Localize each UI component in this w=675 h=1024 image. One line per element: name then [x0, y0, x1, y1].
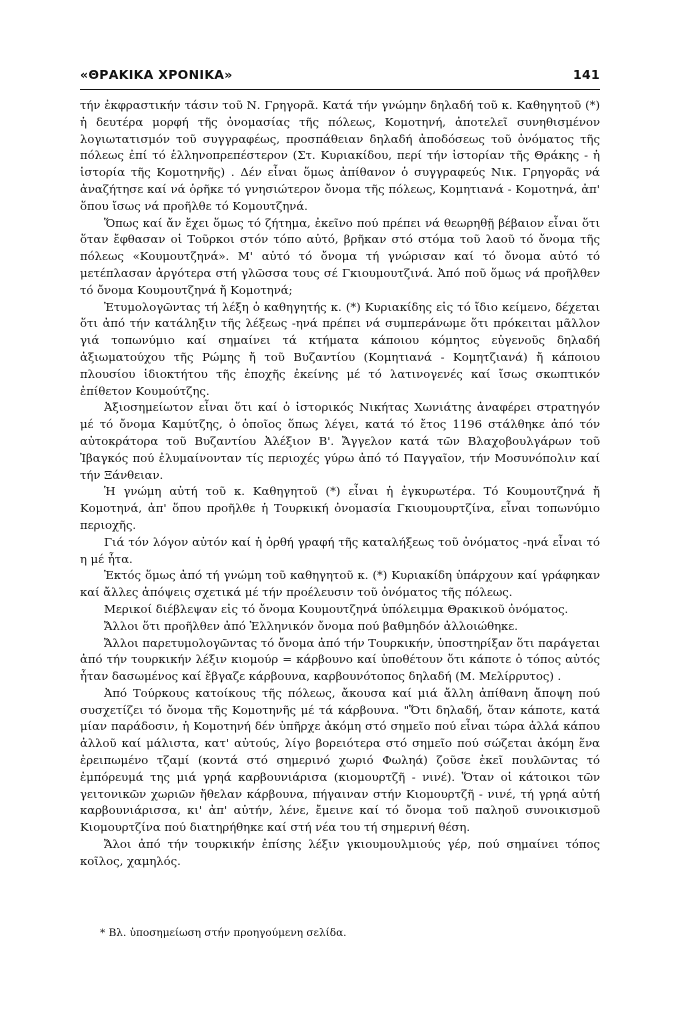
paragraph: Ἡ γνώμη αὐτή τοῦ κ. Καθηγητοῦ (*) εἶναι ἡ ἐγκυρωτέρα. Τό Κουμουτζηνά ἤ Κομοτηνά, ἀπ' ὅπου προῆλθε ἡ Τουρκική ὀνομασία Γκιουμουρτζίνα, εἶναι τοπωνύμιο περιοχῆς. [80, 484, 600, 532]
header-rule [80, 89, 600, 90]
paragraph: Ἀπό Τούρκους κατοίκους τῆς πόλεως, ἄκουσα καί μιά ἄλλη ἀπίθανη ἄποψη πού συσχετίζει τό ὄνομα τῆς Κομοτηνῆς μέ τά κάρβουνα. "Ὅτι δηλαδή, ὅταν κάποτε, κατά μίαν παράδοσιν, ἡ Κομοτηνή δέν ὑπῆρχε ἀκόμη στό σημεῖο πού εἶναι τώρα ἀλλά κάπου ἀλλοῦ καί μάλιστα, κατ' αὐτούς, λίγο βορειότερα στό σημεῖο πού σώζεται ἀκόμη ἕνα ἐρειπωμένο τζαμί (κοντά στό σημερινό χωριό Φωληά) ζοῦσε ἐκεῖ πουλῶντας τό ἐμπόρευμά της μιά γρηά καρβουνιάρισα (κιομουρτζῆ - νινέ). Ὅταν οἱ κάτοικοι τῶν γειτονικῶν χωριῶν ἤθελαν κάρβουνα, πήγαιναν στήν Κιομουρτζῆ - νινέ, τή γρηά αὐτή καρβουνιάρισσα, κι' ἀπ' αὐτήν, λένε, ἔμεινε καί τό ὄνομα τοῦ παληοῦ συνοικισμοῦ Κιομουρτζίνα πού διατηρήθηκε καί στή νέα του τή σημερινή θέση. [80, 685, 600, 835]
paragraph: τήν ἐκφραστικήν τάσιν τοῦ Ν. Γρηγορᾶ. Κατά τήν γνώμην δηλαδή τοῦ κ. Καθηγητοῦ (*) ἡ δευτέρα μορφή τῆς ὀνομασίας τῆς πόλεως, Κομοτηνή, ἀποτελεῖ συνηθισμένον λογιωτατισμόν τοῦ συγγραφέως, προσπάθειαν δηλαδή ἀποδόσεως τοῦ ὀνόματος τῆς πόλεως ἐπί τό ἑλληνοπρεπέστερον (Στ. Κυριακίδου, περί τήν ἱστορίαν τῆς Θράκης - ἡ ἱστορία τῆς Κομοτηνῆς) . Δέν εἶναι ὅμως ἀπίθανον ὁ συγγραφεύς Νικ. Γρηγορᾶς νά ἀναζήτησε καί νά ὁρῆκε τό γνησιώτερον ὄνομα τῆς πόλεως, Κομητιανά - Κομοτηνά, ἀπ' ὅπου ἴσως νά προῆλθε τό Κομουτζηνά. [80, 98, 600, 213]
paragraph: Ἀξιοσημείωτον εἶναι ὅτι καί ὁ ἱστορικός Νικήτας Χωνιάτης ἀναφέρει στρατηγόν μέ τό ὄνομα Καμύτζης, ὁ ὁποῖος ὅπως λέγει, κατά τό ἔτος 1196 στάλθηκε ἀπό τόν αὐτοκράτορα τοῦ Βυζαντίου Ἀλέξιον Β'. Ἄγγελον κατά τῶν Βλαχοβουλγάρων τοῦ Ἰβαγκός πού ἐλυμαίνονταν τίς περιοχές γύρω ἀπό τό Παγγαῖον, τήν Μοσυνόπολιν καί τήν Ξάνθειαν. [80, 400, 600, 482]
journal-title: «ΘΡΑΚΙΚΑ ΧΡΟΝΙΚΑ» [80, 67, 233, 82]
footnote: * Βλ. ὑποσημείωση στήν προηγούμενη σελίδα. [100, 927, 347, 939]
page-number: 141 [573, 67, 600, 82]
paragraph: Γιά τόν λόγον αὐτόν καί ἡ ὀρθή γραφή τῆς καταλήξεως τοῦ ὀνόματος -ηνά εἶναι τό η μέ ἦτα. [80, 534, 600, 566]
running-header [80, 67, 600, 87]
paragraph: Μερικοί διέβλεψαν εἰς τό ὄνομα Κουμουτζηνά ὑπόλειμμα Θρακικοῦ ὀνόματος. [104, 601, 569, 616]
body-text [80, 97, 600, 870]
paragraph: Ἄλλοι παρετυμολογῶντας τό ὄνομα ἀπό τήν Τουρκικήν, ὑποστηρίξαν ὅτι παράγεται ἀπό τήν τουρκικήν λέξιν κιομούρ = κάρβουνο καί ὑποθέτουν ὅτι κάποτε ὁ τόπος αὐτός ἦταν δασωμένος καί ἔβγαζε κάρβουνα, καρβουνότοπος δηλαδή (Μ. Μελίρρυτος) . [80, 635, 600, 684]
paragraph: Ὅπως καί ἄν ἔχει ὅμως τό ζήτημα, ἐκεῖνο πού πρέπει νά θεωρηθῇ βέβαιον εἶναι ὅτι ὅταν ἔφθασαν οἱ Τοῦρκοι στόν τόπο αὐτό, βρῆκαν στό στόμα τοῦ λαοῦ τό ὄνομα τῆς πόλεως «Κουμουτζηνά». Μ' αὐτό τό ὄνομα τή γνώρισαν καί τό ὄνομα αὐτό τό μετέπλασαν ἀργότερα στή γλῶσσα τους σέ Γκιουμουτζινά. Ἀπό ποῦ ὅμως νά προῆλθεν τό ὄνομα Κουμουτζηνά ἤ Κομοτηνά; [80, 215, 600, 297]
paragraph: Ἐκτός ὅμως ἀπό τή γνώμη τοῦ καθηγητοῦ κ. (*) Κυριακίδη ὑπάρχουν καί γράφηκαν καί ἄλλες ἀπόψεις σχετικά μέ τήν προέλευσιν τοῦ ὀνόματος τῆς πόλεως. [80, 568, 600, 600]
paragraph: Ἐτυμολογῶντας τή λέξη ὁ καθηγητής κ. (*) Κυριακίδης εἰς τό ἴδιο κείμενο, δέχεται ὅτι ἀπό τήν κατάληξιν τῆς λέξεως -ηνά πρέπει νά συμπεράνωμε ὅτι πρόκειται μᾶλλον γιά τοπωνύμιο καί σημαίνει τά κτήματα κάποιου κόμητος εὐγενοῦς δηλαδή ἀξιωματούχου τῆς Ρώμης ἤ τοῦ Βυζαντίου (Κομητιανά - Κομητζιανά) ἤ κάποιου πλουσίου ἰδιοκτήτου τῆς ἐποχῆς ἐκείνης μέ τό λατινογενές καί ἴσως σκωπτικόν ἐπίθετον Κουμούτζης. [80, 299, 600, 398]
paragraph: Ἄλλοι ὅτι προῆλθεν ἀπό Ἑλληνικόν ὄνομα πού βαθμηδόν ἀλλοιώθηκε. [104, 618, 518, 633]
paragraph: Ἄλοι ἀπό τήν τουρκικήν ἐπίσης λέξιν γκιουμουλμιούς γέρ, πού σημαίνει τόπος κοῖλος, χαμηλός. [80, 837, 600, 868]
